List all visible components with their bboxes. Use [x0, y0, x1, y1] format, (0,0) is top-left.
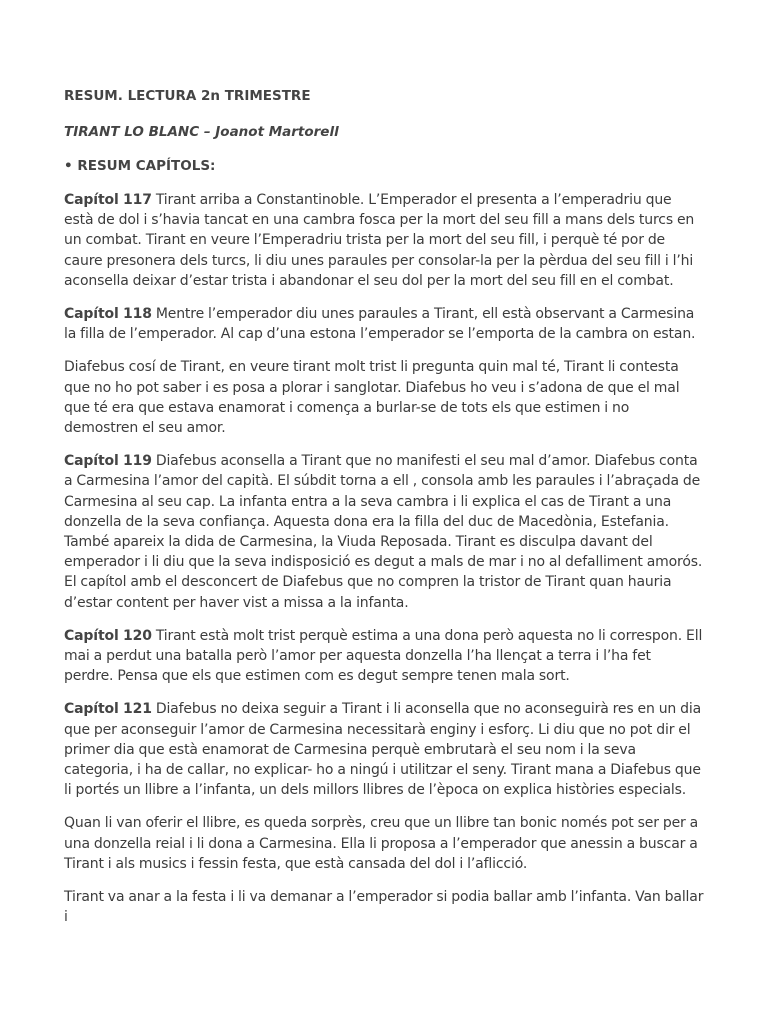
- paragraph-text: Mentre l’emperador diu unes paraules a Tirant, ell està observant a Carmesina la filla de l’emperador. Al cap d’una estona l’emperador se l’emporta de la cambra on estan.: [64, 306, 696, 343]
- chapter-label: Capítol 118: [64, 306, 152, 323]
- paragraph-text: Diafebus aconsella a Tirant que no manifesti el seu mal d’amor. Diafebus conta a Carmesina l’amor del capità. El súbdit torna a ell , consola amb les paraules i l’abraçada de Carmesina al seu cap. La infanta entra a la seva cambra i li explica el cas de Tirant a una donzella de la seva confiança. Aquesta dona era la filla del duc de Macedònia, Estefania. També apareix la dida de Carmesina, la Viuda Reposada. Tirant es disculpa davant del emperador i li diu que la seva indisposició es degut a mals de mar i no al defalliment amorós. El capítol amb el desconcert de Diafebus que no compren la tristor de Tirant quan hauria d’estar content per haver vist a missa a la infanta.: [64, 453, 703, 611]
- paragraph-chapter-121: [64, 699, 704, 800]
- paragraph-chapter-119: [64, 451, 704, 613]
- document-page: [64, 86, 704, 941]
- paragraph-text: Tirant va anar a la festa i li va demanar a l’emperador si podia ballar amb l’infanta. Van ballar i: [64, 889, 704, 926]
- paragraph-festa: [64, 887, 704, 927]
- chapter-label: Capítol 119: [64, 453, 152, 470]
- paragraph-chapter-117: [64, 190, 704, 291]
- chapter-label: Capítol 120: [64, 627, 152, 644]
- paragraph-diafebus: [64, 357, 704, 438]
- document-subtitle: TIRANT LO BLANC – Joanot Martorell: [64, 124, 339, 140]
- paragraph-text: Tirant arriba a Constantinoble. L’Emperador el presenta a l’emperadriu que està de dol i s’havia tancat en una cambra fosca per la mort del seu fill a mans dels turcs en un combat. Tirant en veure l’Emperadriu trista per la mort del seu fill, i perquè té por de caure presonera dels turcs, li diu unes paraules per consolar-la per la pèrdua del seu fill i l’hi aconsella deixar d’estar trista i abandonar el seu dol per la mort del seu fill en el combat.: [64, 192, 695, 289]
- chapter-label: Capítol 121: [64, 701, 152, 718]
- paragraph-llibre: [64, 813, 704, 874]
- paragraph-chapter-120: [64, 626, 704, 687]
- section-heading: • RESUM CAPÍTOLS:: [64, 158, 216, 174]
- chapter-label: Capítol 117: [64, 192, 152, 208]
- paragraph-text: Tirant està molt trist perquè estima a una dona però aquesta no li correspon. Ell mai a perdut una batalla però l’amor per aquesta donzella l’ha llençat a terra i l’ha fet perdre. Pensa que els que estimen com es degut sempre tenen mala sort.: [64, 627, 703, 685]
- paragraph-text: Diafebus no deixa seguir a Tirant i li aconsella que no aconseguirà res en un dia que per aconseguir l’amor de Carmesina necessitarà enginy i esforç. Li diu que no pot dir el primer dia que està enamorat de Carmesina perquè embrutarà el seu nom i la seva categoria, i ha de callar, no explicar- ho a ningú i utilitzar el seny. Tirant mana a Diafebus que li portés un llibre a l’infanta, un dels millors llibres de l’època on explica històries especials.: [64, 701, 702, 799]
- paragraph-text: Quan li van oferir el llibre, es queda sorprès, creu que un llibre tan bonic només pot ser per a una donzella reial i li dona a Carmesina. Ella li proposa a l’emperador que anessin a buscar a Tirant i als musics i fessin festa, que està cansada del dol i l’aflicció.: [64, 815, 699, 872]
- paragraph-chapter-118: [64, 304, 704, 344]
- document-title: RESUM. LECTURA 2n TRIMESTRE: [64, 88, 311, 104]
- paragraph-text: Diafebus cosí de Tirant, en veure tirant molt trist li pregunta quin mal té, Tirant li contesta que no ho pot saber i es posa a plorar i sanglotar. Diafebus ho veu i s’adona de que el mal que té era que estava enamorat i comença a burlar-se de tots els que estimen i no demostren el seu amor.: [64, 359, 680, 437]
